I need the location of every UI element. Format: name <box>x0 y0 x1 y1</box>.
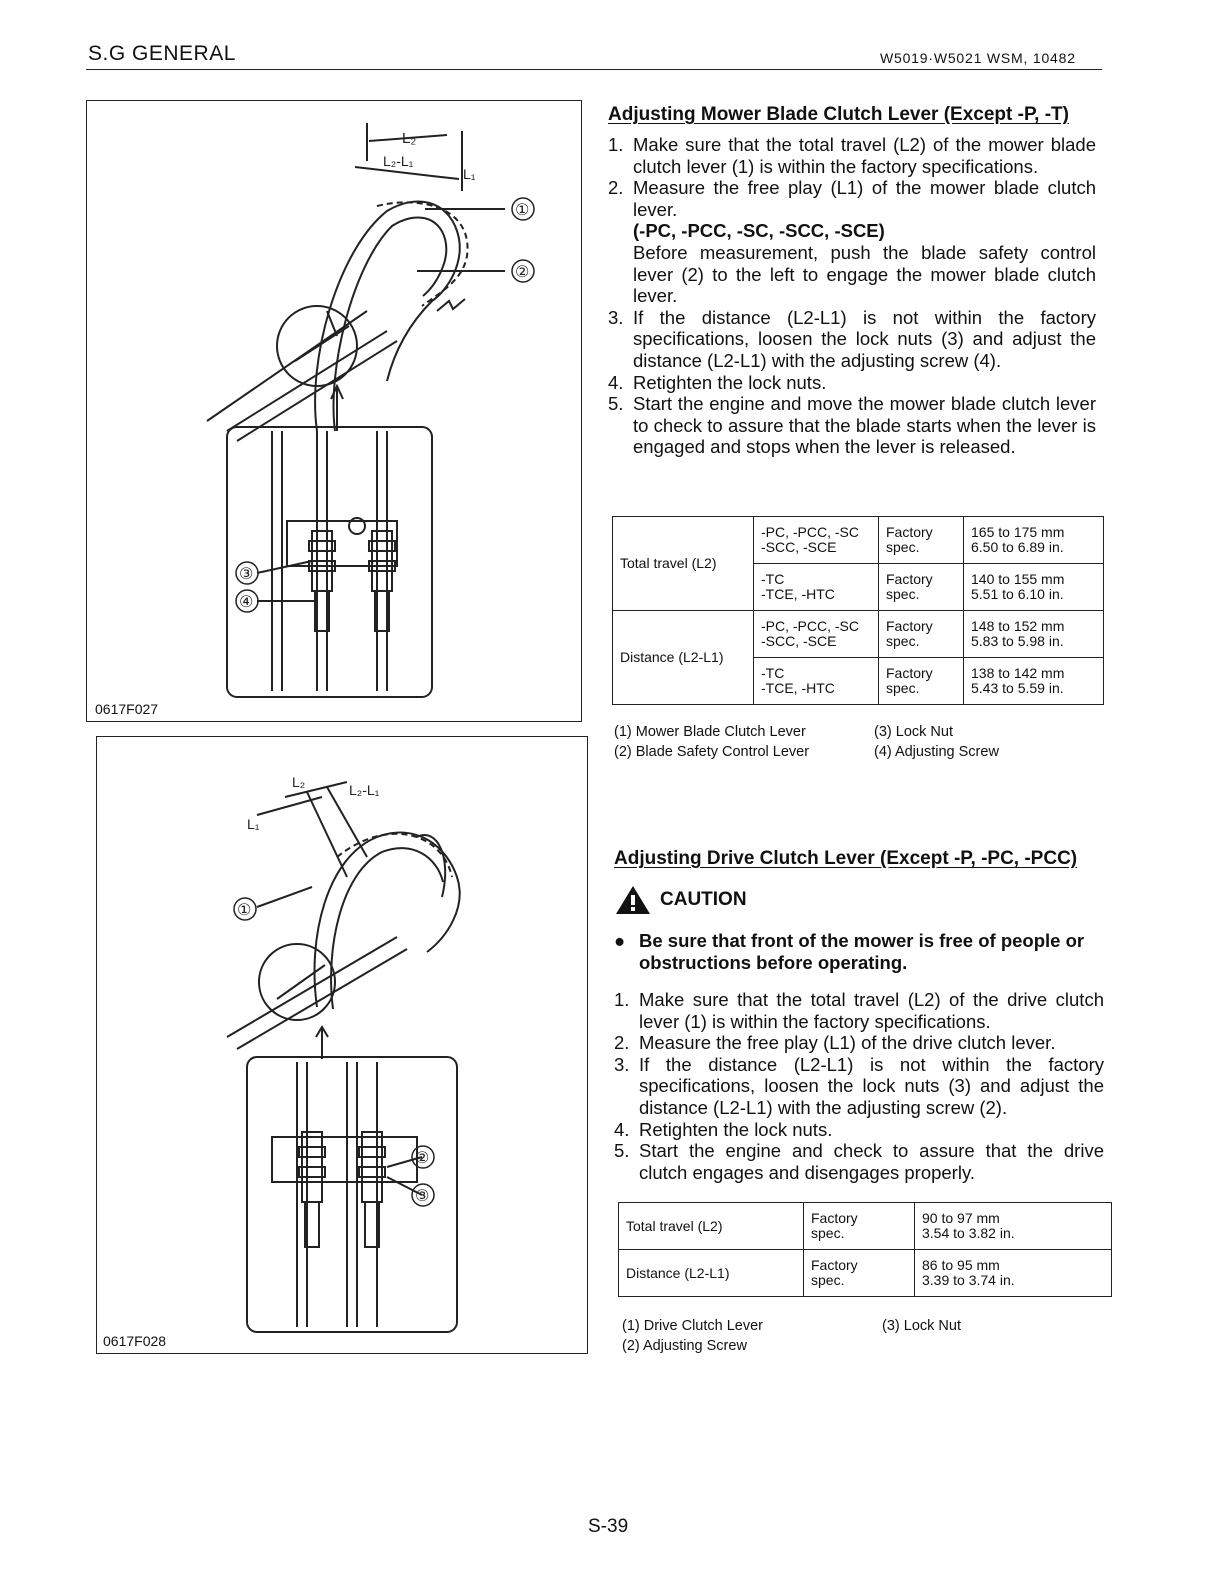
fig2-label-l2-l1: L₂-L₁ <box>349 782 380 798</box>
figure-code: 0617F027 <box>95 701 159 717</box>
figure-code: 0617F028 <box>103 1333 167 1349</box>
table-cell: 165 to 175 mm 6.50 to 6.89 in. <box>964 517 1104 564</box>
table-cell: Distance (L2-L1) <box>619 1250 804 1297</box>
legend-item: (2) Blade Safety Control Lever <box>614 744 810 760</box>
table-cell: Factory spec. <box>804 1250 915 1297</box>
fig2-callout-3: ③ <box>415 1188 430 1205</box>
spec-table-drive-clutch <box>618 1202 1112 1297</box>
warning-triangle-icon <box>614 884 652 916</box>
mower-blade-clutch-illustration <box>87 101 581 721</box>
table-cell: 148 to 152 mm 5.83 to 5.98 in. <box>964 611 1104 658</box>
list-item: 5. Start the engine and move the mower blade clutch lever to check to assure that the blade starts when the lever is engaged and stops when the lever is released. <box>608 393 1096 458</box>
legend-item: (1) Mower Blade Clutch Lever <box>614 724 806 740</box>
list-item: 4. Retighten the lock nuts. <box>608 371 827 393</box>
table-row <box>613 517 1104 564</box>
caution-block <box>614 884 1104 916</box>
list-item: 2. Measure the free play (L1) of the mower blade clutch lever. (-PC, -PCC, -SC, -SCC, -SCE) Before measurement, push the blade safety control lever (2) to the left to engage the mower blade clutch lever. <box>608 177 1096 307</box>
fig1-callout-2: ② <box>515 264 530 281</box>
fig2-callout-1: ① <box>237 902 252 919</box>
figure-mower-blade-clutch <box>86 100 582 722</box>
list-item: 3. If the distance (L2-L1) is not within the factory specifications, loosen the lock nuts (3) and adjust the distance (L2-L1) with the adjusting screw (4). <box>608 306 1096 371</box>
legend-item: (3) Lock Nut <box>882 1318 961 1334</box>
table-cell: Factory spec. <box>879 611 964 658</box>
header-rule <box>86 69 1102 70</box>
figure-drive-clutch <box>96 736 588 1354</box>
legend-item: (1) Drive Clutch Lever <box>622 1318 764 1334</box>
list-item: 3. If the distance (L2-L1) is not within the factory specifications, loosen the lock nuts (3) and adjust the distance (L2-L1) with the adjusting screw (2). <box>614 1053 1104 1118</box>
spec-table-blade-clutch <box>612 516 1104 705</box>
fig1-callout-4: ④ <box>239 594 254 611</box>
bullet-icon: ● <box>614 930 626 951</box>
list-item: 2. Measure the free play (L1) of the drive clutch lever. <box>614 1032 1056 1054</box>
table-cell: Total travel (L2) <box>619 1203 804 1250</box>
table-cell: Total travel (L2) <box>613 517 754 611</box>
page-number: S-39 <box>588 1516 629 1537</box>
table-cell: -PC, -PCC, -SC -SCC, -SCE <box>754 517 879 564</box>
section-header: S.G GENERAL <box>88 42 236 65</box>
fig1-callout-1: ① <box>515 202 530 219</box>
table-cell: Factory spec. <box>879 658 964 705</box>
section-title: Adjusting Mower Blade Clutch Lever (Except -P, -T) <box>608 104 1069 125</box>
table-cell: 90 to 97 mm 3.54 to 3.82 in. <box>915 1203 1112 1250</box>
table-cell: -TC -TCE, -HTC <box>754 658 879 705</box>
table-cell: 140 to 155 mm 5.51 to 6.10 in. <box>964 564 1104 611</box>
legend-drive-clutch <box>622 1316 1102 1356</box>
drive-clutch-illustration <box>97 737 587 1353</box>
step-list <box>614 989 1104 1183</box>
table-cell: Factory spec. <box>879 564 964 611</box>
fig2-label-l2: L₂ <box>292 774 306 790</box>
fig1-label-l2: L₂ <box>402 130 417 147</box>
caution-label: CAUTION <box>660 889 747 910</box>
list-item: 5. Start the engine and check to assure that the drive clutch engages and disengages properly. <box>614 1140 1104 1183</box>
table-cell: Factory spec. <box>804 1203 915 1250</box>
model-sub-heading: (-PC, -PCC, -SC, -SCC, -SCE) <box>633 220 885 242</box>
table-row <box>619 1203 1112 1250</box>
legend-blade-clutch <box>614 722 1094 762</box>
table-cell: 86 to 95 mm 3.39 to 3.74 in. <box>915 1250 1112 1297</box>
table-row <box>619 1250 1112 1297</box>
table-cell: Distance (L2-L1) <box>613 611 754 705</box>
list-item: 4. Retighten the lock nuts. <box>614 1118 833 1140</box>
section-mower-blade-clutch <box>608 104 1096 458</box>
list-item: 1. Make sure that the total travel (L2) of the mower blade clutch lever (1) is within the factory specifications. <box>608 134 1096 177</box>
legend-item: (4) Adjusting Screw <box>874 744 999 760</box>
caution-bullet: ● Be sure that front of the mower is free of people or obstructions before operating. <box>614 930 1085 973</box>
legend-item: (3) Lock Nut <box>874 724 953 740</box>
fig2-callout-2: ② <box>415 1150 430 1167</box>
list-item: 1. Make sure that the total travel (L2) of the drive clutch lever (1) is within the factory specifications. <box>614 989 1104 1032</box>
fig2-label-l1: L₁ <box>247 816 260 832</box>
table-cell: -PC, -PCC, -SC -SCC, -SCE <box>754 611 879 658</box>
fig1-label-l2-l1: L₂-L₁ <box>383 153 414 169</box>
section-title: Adjusting Drive Clutch Lever (Except -P, -PC, -PCC) <box>614 848 1078 869</box>
table-row <box>613 611 1104 658</box>
fig1-callout-3: ③ <box>239 566 254 583</box>
fig1-label-l1: L₁ <box>463 166 476 182</box>
table-cell: 138 to 142 mm 5.43 to 5.59 in. <box>964 658 1104 705</box>
step-list <box>608 134 1096 458</box>
model-sub-text: Before measurement, push the blade safety control lever (2) to the left to engage the mower blade clutch lever. <box>633 241 1096 307</box>
legend-item: (2) Adjusting Screw <box>622 1338 747 1354</box>
table-cell: -TC -TCE, -HTC <box>754 564 879 611</box>
section-drive-clutch <box>614 848 1104 1183</box>
document-reference: W5019·W5021 WSM, 10482 <box>880 50 1076 66</box>
table-cell: Factory spec. <box>879 517 964 564</box>
